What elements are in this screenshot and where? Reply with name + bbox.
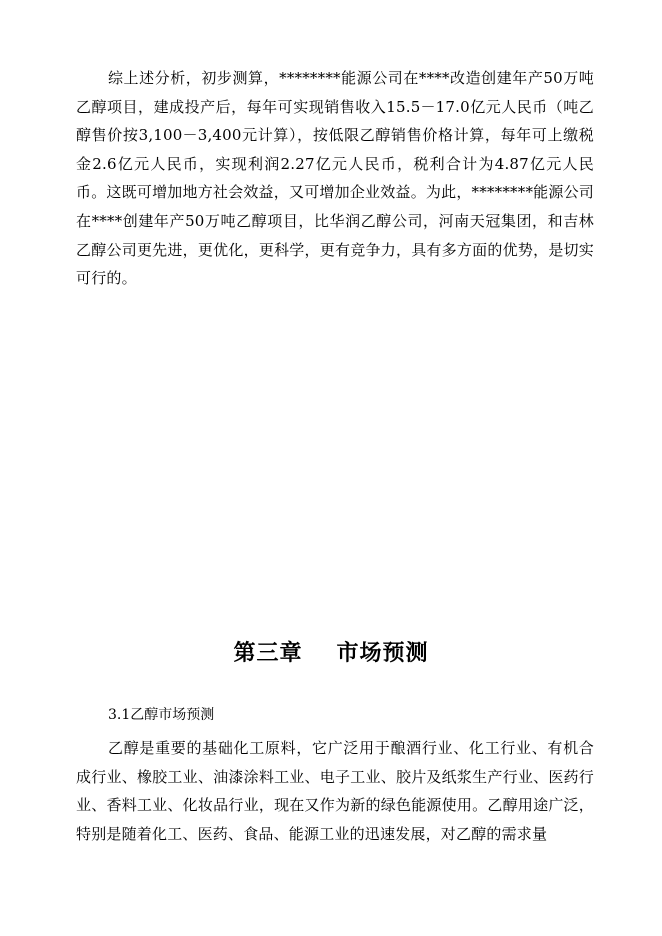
chapter-title bbox=[0, 636, 662, 667]
chapter-number: 第三章 bbox=[233, 640, 303, 666]
intro-paragraph: 综上述分析，初步测算，********能源公司在****改造创建年产50万吨乙醇项目，建成投产后，每年可实现销售收入15.5－17.0亿元人民币（吨乙醇售价按3,100－3,400元计算），按低限乙醇销售价格计算，每年可上缴税金2.6亿元人民币，实现利润2.27亿元人民币，税利合计为4.87亿元人民币。这既可增加地方社会效益，又可增加企业效益。为此，********能源公司在****创建年产50万吨乙醇项目，比华润乙醇公司，河南天冠集团，和吉林乙醇公司更先进，更优化，更科学，更有竞争力，具有多方面的优势，是切实可行的。 bbox=[76, 69, 594, 288]
section-heading: 3.1乙醇市场预测 bbox=[108, 707, 215, 723]
section-paragraph: 乙醇是重要的基础化工原料，它广泛用于酿酒行业、化工行业、有机合成行业、橡胶工业、油漆涂料工业、电子工业、胶片及纸浆生产行业、医药行业、香料工业、化妆品行业，现在又作为新的绿色能源使用。乙醇用途广泛，特别是随着化工、医药、食品、能源工业的迅速发展，对乙醇的需求量 bbox=[76, 739, 594, 843]
chapter-name: 市场预测 bbox=[336, 640, 429, 666]
